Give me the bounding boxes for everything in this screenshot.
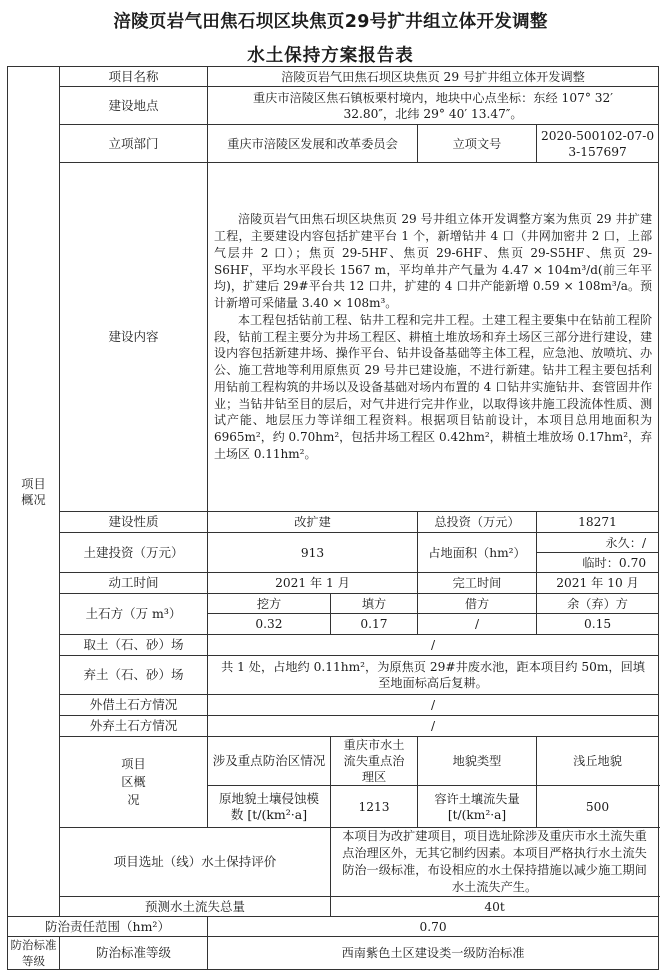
content-value	[208, 163, 659, 512]
project-name-value: 涪陵页岩气田焦石坝区块焦页 29 号扩井组立体开发调整	[208, 67, 659, 87]
ext-borrow-label: 外借土石方情况	[60, 695, 208, 716]
dept-value: 重庆市涪陵区发展和改革委员会	[208, 125, 418, 163]
earthwork-spoil-value: 0.15	[537, 614, 659, 635]
finish-label: 完工时间	[418, 573, 537, 594]
civil-invest-value: 913	[208, 533, 418, 573]
key-zone-label: 涉及重点防治区情况	[208, 737, 331, 786]
erosion-label: 原地貌土壤侵蚀模数 [t/(km²·a]	[208, 786, 331, 828]
start-label: 动工时间	[60, 573, 208, 594]
content-paragraph-2: 本工程包括钻前工程、钻井工程和完井工程。土建工程主要集中在钻前工程阶段，钻前工程主要分为井场工程区、耕植土堆放场和弃土场区三部分进行建设，建设内容包括新建井场、操作平台、钻井设备基础等主体工程，应急池、放喷坑、办公、施工营地等利用原焦页 29 号井已建设施，不进行新建。钻井工程主要包括利用钻前工程构筑的井场以及设备基础对场内布置的 4 口钻井实施钻井、套管固井作业；当钻井钻至目的层后，对气井进行完井作业，以取得该井施工段流体性质、测试产能、地层压力等详细工程资料。根据项目钻前设计，本项目总用地面积为 6965m²，约 0.70hm²，包括井场工程区 0.42hm²，耕植土堆放场 0.17hm²，弃土场区 0.11hm²。	[214, 312, 653, 461]
standard-label: 防治标准等级	[8, 937, 60, 970]
total-invest-label: 总投资（万元）	[418, 512, 537, 533]
predict-label: 预测水土流失总量	[60, 897, 331, 917]
evaluation-label: 项目选址（线）水土保持评价	[60, 828, 331, 897]
location-label: 建设地点	[60, 87, 208, 125]
document-subtitle: 水土保持方案报告表	[247, 46, 414, 66]
landform-label: 地貌类型	[418, 737, 537, 786]
table-row	[8, 533, 659, 553]
start-value: 2021 年 1 月	[208, 573, 418, 594]
table-row	[8, 125, 659, 163]
scope-value: 0.70	[208, 917, 659, 937]
earthwork-head-spoil: 余（弃）方	[537, 594, 659, 614]
dept-label: 立项部门	[60, 125, 208, 163]
earthwork-head-borrow: 借方	[418, 594, 537, 614]
region-label: 项目区概况	[60, 737, 208, 828]
area-temporary: 临时：0.70	[537, 553, 659, 573]
table-row	[8, 695, 659, 716]
total-invest-value: 18271	[537, 512, 659, 533]
earthwork-head-fill: 填方	[331, 594, 418, 614]
table-row	[8, 573, 659, 594]
earthwork-borrow-value: /	[418, 614, 537, 635]
table-row	[8, 897, 659, 917]
earthwork-cut-value: 0.32	[208, 614, 331, 635]
spoil-site-label: 弃土（石、砂）场	[60, 656, 208, 695]
nature-value: 改扩建	[208, 512, 418, 533]
table-row	[8, 828, 659, 897]
allow-label: 容许土壤流失量 [t/(km²·a]	[418, 786, 537, 828]
key-zone-value: 重庆市水土流失重点治理区	[331, 737, 418, 786]
table-row	[8, 512, 659, 533]
area-label: 占地面积（hm²）	[418, 533, 537, 573]
table-row	[8, 635, 659, 656]
table-row	[8, 917, 659, 937]
ext-spoil-value: /	[208, 716, 659, 737]
table-row	[8, 67, 659, 87]
document-title: 涪陵页岩气田焦石坝区块焦页29号扩井组立体开发调整	[113, 12, 548, 32]
earthwork-label: 土石方（万 m³）	[60, 594, 208, 635]
allow-value: 500	[537, 786, 659, 828]
doc-no-label: 立项文号	[418, 125, 537, 163]
table-row	[8, 594, 659, 614]
borrow-site-label: 取土（石、砂）场	[60, 635, 208, 656]
table-row	[8, 656, 659, 695]
nature-label: 建设性质	[60, 512, 208, 533]
finish-value: 2021 年 10 月	[537, 573, 659, 594]
earthwork-fill-value: 0.17	[331, 614, 418, 635]
standard-value: 西南紫色土区建设类一级防治标准	[208, 937, 659, 970]
table-row	[8, 87, 659, 125]
spoil-site-value: 共 1 处，占地约 0.11hm²，为原焦页 29#井废水池，距本项目约 50m，回填至地面标高后复耕。	[208, 656, 659, 695]
ext-spoil-label: 外弃土石方情况	[60, 716, 208, 737]
scope-label: 防治责任范围（hm²）	[8, 917, 208, 937]
area-permanent: 永久：/	[537, 533, 659, 553]
project-name-label: 项目名称	[60, 67, 208, 87]
report-table	[7, 66, 659, 970]
table-row	[8, 716, 659, 737]
borrow-site-value: /	[208, 635, 659, 656]
civil-invest-label: 土建投资（万元）	[60, 533, 208, 573]
table-row	[8, 737, 659, 786]
standard-sub-label: 防治标准等级	[60, 937, 208, 970]
content-label: 建设内容	[60, 163, 208, 512]
landform-value: 浅丘地貌	[537, 737, 659, 786]
table-row	[8, 937, 659, 970]
table-row	[8, 163, 659, 512]
location-value: 重庆市涪陵区焦石镇板栗村境内，地块中心点坐标：东经 107° 32′ 32.80″，北纬 29° 40′ 13.47″。	[208, 87, 659, 125]
evaluation-value: 本项目为改扩建项目，项目选址除涉及重庆市水土流失重点治理区外，无其它制约因素。本项目严格执行水土流失防治一级标准，布设相应的水土保持措施以减少施工期间水土流失产生。	[331, 828, 659, 897]
project-overview-label: 项目概况	[8, 67, 60, 917]
erosion-value: 1213	[331, 786, 418, 828]
doc-no-value: 2020-500102-07-03-157697	[537, 125, 659, 163]
content-paragraph-1: 涪陵页岩气田焦石坝区块焦页 29 号井组立体开发调整方案为焦页 29 井扩建工程，主要建设内容包括扩建平台 1 个，新增钻井 4 口（井网加密井 2 口，上部气层井 2 口）；焦页 29-5HF、焦页 29-6HF、焦页 29-S5HF、焦页 29-S6HF，平均水平段长 1567 m，平均单井产气量为 4.47 × 104m³/d(前三年平均)，扩建后 29#平台共 12 口井，扩建的 4 口井产能新增 0.59 × 108m³/a。预计新增可采储量 3.40 × 108m³。	[214, 212, 653, 311]
ext-borrow-value: /	[208, 695, 659, 716]
earthwork-head-cut: 挖方	[208, 594, 331, 614]
predict-value: 40t	[331, 897, 659, 917]
